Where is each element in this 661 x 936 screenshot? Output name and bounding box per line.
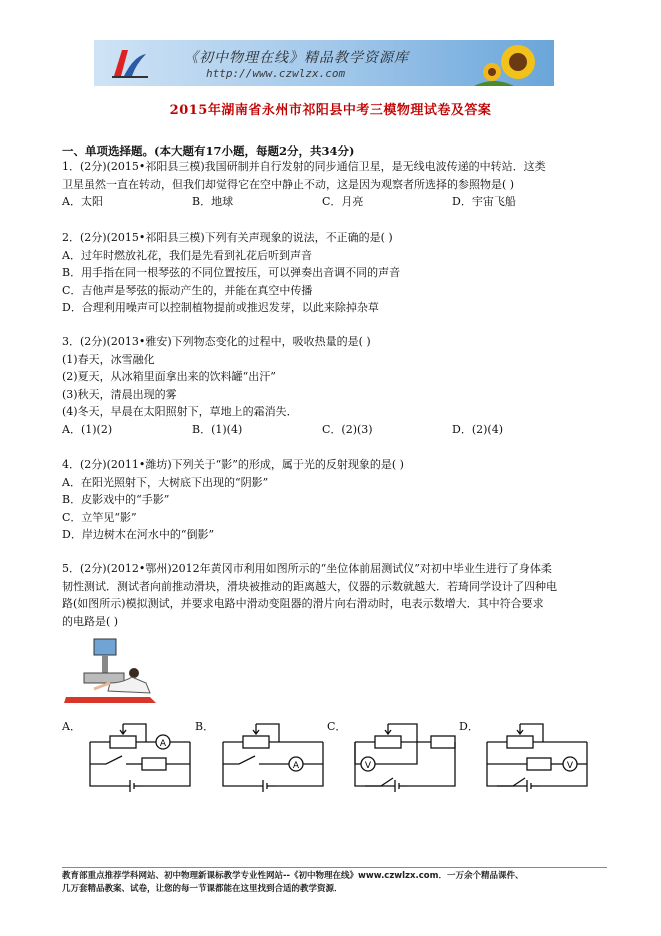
page-footer: [62, 867, 607, 896]
option-c: C．吉他声是琴弦的振动产生的，并能在真空中传播: [62, 283, 313, 297]
circuit-diagram: [70, 720, 200, 798]
meter-symbol: V: [364, 761, 372, 771]
question-3: [62, 333, 602, 438]
sunflower-icon: [474, 42, 548, 86]
statement-4: (4)冬天，早晨在太阳照射下，草地上的霜消失．: [62, 405, 298, 418]
option-a: A．过年时燃放礼花，我们是先看到礼花后听到声音: [62, 248, 312, 262]
question-4: [62, 456, 602, 544]
meter-symbol: V: [566, 761, 574, 771]
circuit-diagram: [467, 720, 597, 798]
circuit-label: A．: [62, 720, 81, 733]
circuit-label: C．: [327, 720, 347, 733]
circuit-option-d: [459, 718, 599, 798]
option-a: A．太阳: [62, 195, 103, 208]
option-c: C．立竿见“影”: [62, 510, 137, 524]
option-d: D．(2)(4): [452, 422, 503, 436]
question-2: [62, 229, 602, 317]
circuit-option-b: [195, 718, 335, 798]
question-text-line: 4．(2分)(2011•潍坊)下列关于“影”的形成，属于光的反射现象的是( ): [62, 458, 404, 471]
statement-3: (3)秋天，清晨出现的雾: [62, 387, 177, 401]
question-1: [62, 158, 602, 211]
banner-title: 《初中物理在线》精品教学资源库: [184, 50, 409, 66]
banner-url: http://www.czwlzx.com: [206, 67, 346, 80]
circuit-label: D．: [459, 720, 479, 733]
circuit-diagram: [203, 720, 333, 798]
footer-line-1: 教育部重点推荐学科网站、初中物理新课标教学专业性网站--《初中物理在线》www.czwlzx.com．一万余个精品课件、: [62, 871, 524, 881]
question-text-line: 2．(2分)(2015•祁阳县三模)下列有关声现象的说法，不正确的是( ): [62, 231, 393, 244]
meter-symbol: A: [159, 739, 167, 749]
option-b: B．皮影戏中的“手影”: [62, 493, 170, 506]
option-a: A．在阳光照射下，大树底下出现的“阴影”: [62, 475, 269, 489]
question-5: [62, 560, 602, 630]
option-c: C．月亮: [322, 195, 364, 208]
circuit-diagram: [335, 720, 465, 798]
option-row: [62, 193, 602, 211]
circuit-option-a: [62, 718, 202, 798]
option-b: B．(1)(4): [192, 422, 243, 436]
question-text-line: 路(如图所示)模拟测试，并要求电路中滑动变阻器的滑片向右滑动时，电表示数增大．其中符合要求: [62, 597, 544, 610]
question-text-line: 1．(2分)(2015•祁阳县三模)我国研制并自行发射的同步通信卫星，是无线电波传递的中转站．这类: [62, 160, 546, 173]
statement-2: (2)夏天，从冰箱里面拿出来的饮料罐“出汗”: [62, 370, 276, 383]
circuit-option-c: [327, 718, 467, 798]
section-heading: 一、单项选择题。(本大题有17小题，每题2分，共34分): [62, 144, 355, 158]
question-text-line: 3．(2分)(2013•雅安)下列物态变化的过程中，吸收热量的是( ): [62, 335, 371, 348]
option-c: C．(2)(3): [322, 422, 373, 436]
option-d: D．合理利用噪声可以控制植物提前或推迟发芽，以此来除掉杂草: [62, 301, 379, 314]
meter-symbol: A: [292, 761, 300, 771]
question-text-line: 卫星虽然一直在转动，但我们却觉得它在空中静止不动，这是因为观察者所选择的参照物是( ): [62, 177, 515, 191]
header-banner: [94, 40, 554, 86]
footer-line-2: 几万套精品教案、试卷，让您的每一节课都能在这里找到合适的教学资源．: [62, 884, 343, 894]
option-b: B．地球: [192, 195, 234, 208]
option-a: A．(1)(2): [62, 422, 113, 436]
option-d: D．岸边树木在河水中的“倒影”: [62, 528, 215, 541]
option-b: B．用手指在同一根琴弦的不同位置按压，可以弹奏出音调不同的声音: [62, 266, 401, 279]
option-row: [62, 421, 602, 439]
statement-1: (1)春天，冰雪融化: [62, 352, 155, 366]
site-logo-icon: [108, 46, 150, 80]
question-text-line: 5．(2分)(2012•鄂州)2012年黄冈市利用如图所示的“坐位体前屈测试仪”对初中毕业生进行了身体柔: [62, 562, 552, 575]
question-text-line: 韧性测试．测试者向前推动滑块，滑块被推动的距离越大，仪器的示数就越大．若琦同学设计了四种电: [62, 579, 557, 593]
circuit-label: B．: [195, 720, 215, 733]
flexibility-test-photo: [64, 633, 158, 703]
question-text-line: 的电路是( ): [62, 614, 119, 628]
option-d: D．宇宙飞船: [452, 195, 516, 208]
document-title: 2015年湖南省永州市祁阳县中考三模物理试卷及答案: [169, 103, 492, 118]
